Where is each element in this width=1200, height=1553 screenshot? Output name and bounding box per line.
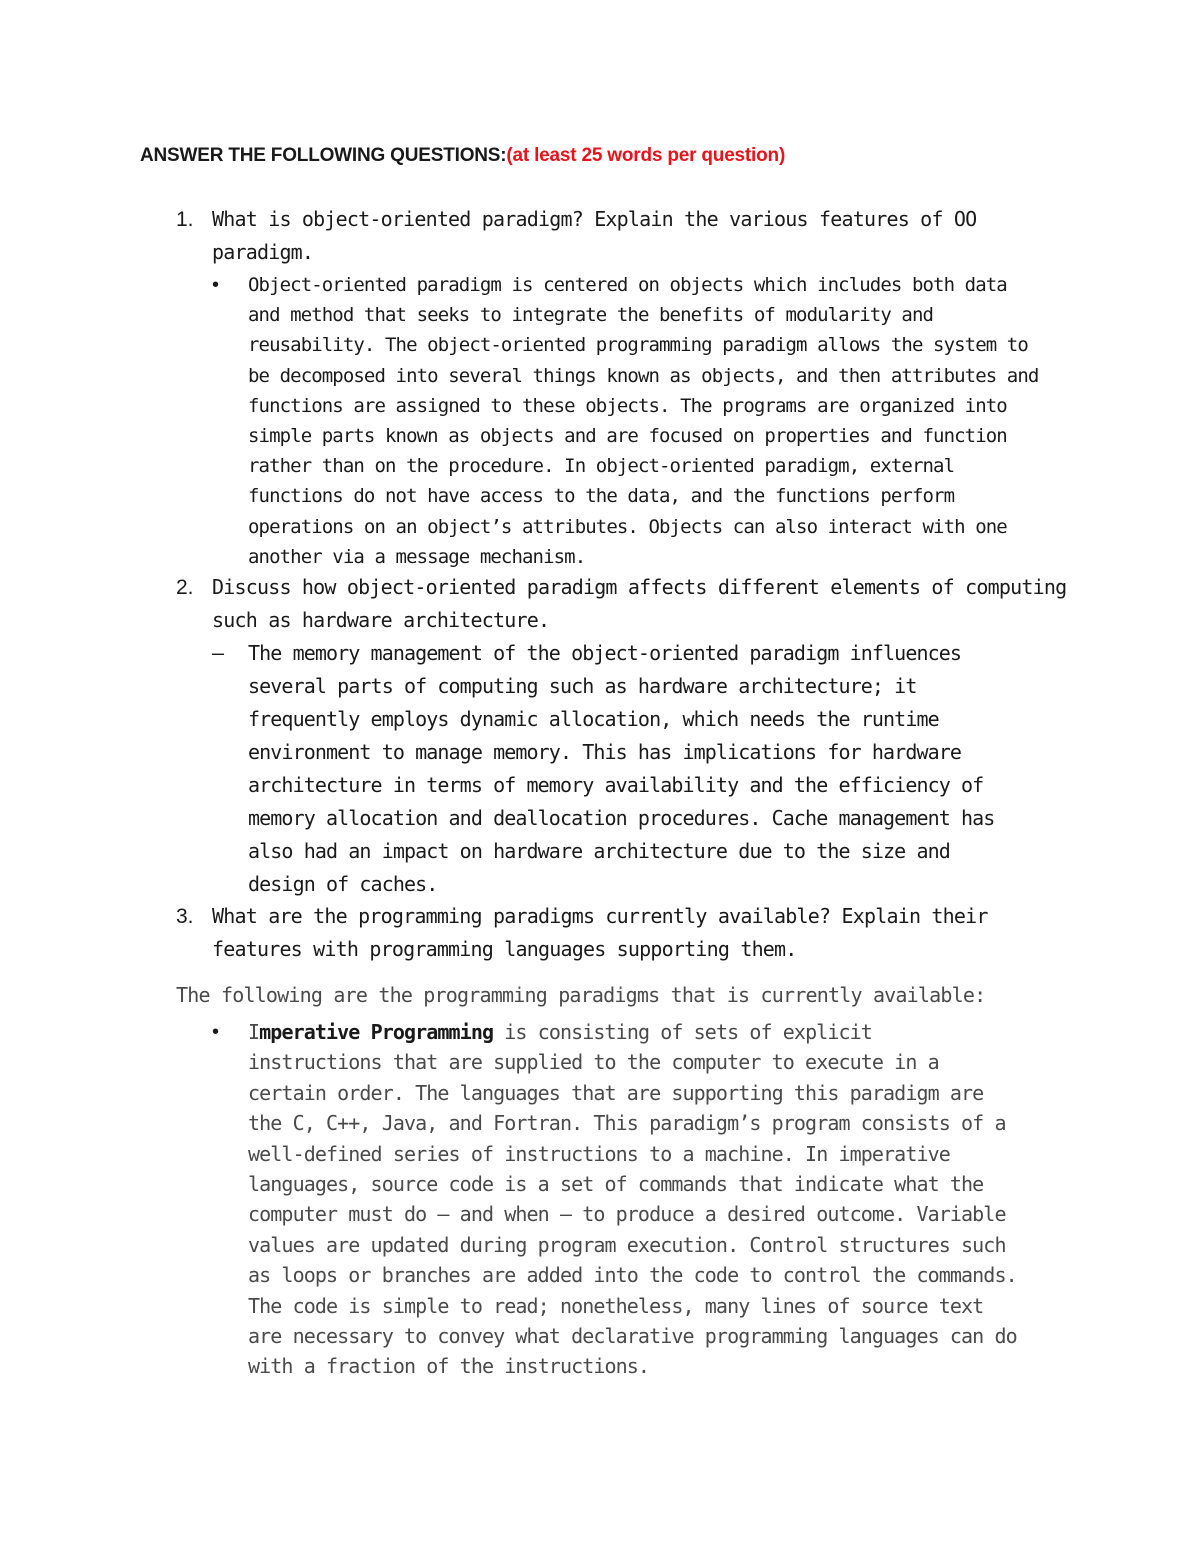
answer-2	[212, 637, 1072, 901]
paradigm-term: mperative Programming	[259, 1020, 494, 1044]
question-text: What are the programming paradigms currently available? Explain their features with programming languages supporting them.	[212, 904, 988, 961]
question-text: What is object-oriented paradigm? Explain the various features of OO paradigm.	[212, 207, 977, 264]
question-number: 2.	[176, 576, 194, 599]
question-number: 3.	[176, 905, 194, 928]
bullet-icon: •	[212, 274, 220, 296]
answer-text: The memory management of the object-oriented paradigm influences several parts of computing such as hardware architecture; it frequently employs dynamic allocation, which needs the runtime environment to manage memory. This has implications for hardware architecture in terms of memory availability and the efficiency of memory allocation and deallocation procedures. Cache management has also had an impact on hardware architecture due to the size and design of caches.	[248, 641, 995, 896]
answer-1	[212, 270, 1072, 572]
paradigm-term-initial: I	[248, 1020, 260, 1044]
heading-title: ANSWER THE FOLLOWING QUESTIONS:	[140, 145, 507, 166]
answer-text: Object-oriented paradigm is centered on objects which includes both data and method that seeks to integrate the benefits of modularity and reusability. The object-oriented programming paradigm allows the system to be decomposed into several things known as objects, and then attributes and functions are assigned to these objects. The programs are organized into simple parts known as objects and are focused on properties and function rather than on the procedure. In object-oriented paradigm, external functions do not have access to the data, and the functions perform operations on an object’s attributes. Objects can also interact with one another via a message mechanism.	[248, 274, 1039, 568]
question-number: 1.	[176, 208, 194, 231]
paradigm-description: is consisting of sets of explicit instructions that are supplied to the computer to execute in a certain order. The languages that are supporting this paradigm are the C, C++, Java, and Fortran. This paradigm’s program consists of a well-defined series of instructions to a machine. In imperative languages, source code is a set of commands that indicate what the computer must do – and when – to produce a desired outcome. Variable values are updated during program execution. Control structures such as loops or branches are added into the code to control the commands. The code is simple to read; nonetheless, many lines of source text are necessary to convey what declarative programming languages can do with a fraction of the instructions.	[248, 1020, 1017, 1379]
bullet-icon: •	[212, 1021, 220, 1043]
heading-word-requirement: (at least 25 words per question)	[506, 145, 786, 166]
question-2	[176, 571, 1076, 637]
question-3	[176, 900, 1076, 966]
paradigm-description-block	[248, 1017, 1072, 1382]
paradigms-intro: The following are the programming paradigms that is currently available:	[176, 983, 986, 1007]
question-text: Discuss how object-oriented paradigm affects different elements of computing such as hardware architecture.	[212, 575, 1067, 632]
dash-icon: –	[212, 641, 225, 665]
document-heading	[140, 145, 785, 167]
question-1	[176, 203, 1076, 269]
paradigm-item	[212, 1017, 1072, 1382]
